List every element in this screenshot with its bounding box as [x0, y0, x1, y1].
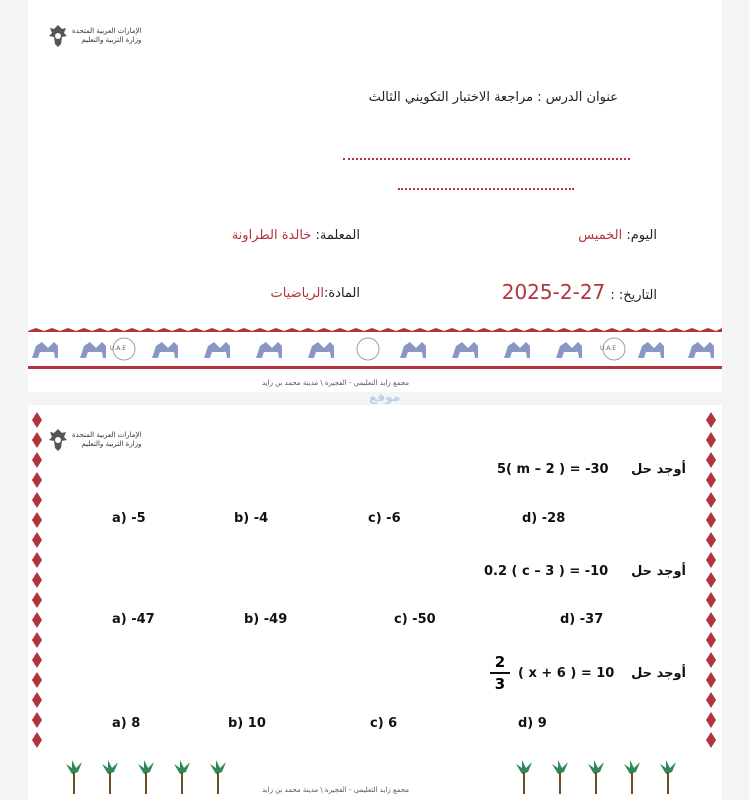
ministry-line2: وزارة التربية والتعليم — [81, 440, 142, 448]
page1-footer: مجمع زايد التعليمي - الفجيرة \ مدينة محمد بن زايد — [262, 379, 410, 387]
day-label: اليوم: — [626, 228, 657, 243]
ministry-logo-2 — [48, 428, 141, 452]
q1-option-d[interactable]: d) -28 — [522, 511, 566, 526]
uae-badge-1: U.A.E — [110, 345, 126, 352]
worksheet-header-page — [28, 0, 722, 392]
fraction-denominator: 3 — [494, 675, 506, 693]
question-1-prompt: أوجد حل — [631, 462, 686, 477]
ministry-line1: الإمارات العربية المتحدة — [72, 431, 142, 439]
questions-frame — [44, 455, 690, 751]
falcon-emblem-icon — [48, 428, 68, 452]
left-border-pattern — [32, 412, 42, 752]
uae-badge-2: U.A.E — [600, 345, 616, 352]
day-field — [578, 228, 657, 243]
question-1-equation: 5( m – 2 ) = -30 — [497, 462, 609, 477]
decorative-camel-band — [28, 328, 722, 370]
fraction-bar — [490, 672, 510, 674]
teacher-value: خالدة الطراونة — [231, 228, 312, 243]
question-2-equation: 0.2 ( c – 3 ) = -10 — [484, 564, 609, 579]
ministry-line1: الإمارات العربية المتحدة — [72, 27, 142, 35]
fraction-numerator: 2 — [494, 653, 506, 671]
watermark-line1: موقع — [369, 390, 401, 404]
ministry-line2: وزارة التربية والتعليم — [81, 36, 142, 44]
subject-field — [270, 286, 360, 301]
lesson-title-label: عنوان الدرس : — [537, 90, 618, 105]
q3-option-d[interactable]: d) 9 — [518, 716, 547, 731]
q2-option-a[interactable]: a) -47 — [112, 612, 155, 627]
right-border-pattern — [706, 412, 716, 752]
q3-option-c[interactable]: c) 6 — [370, 716, 398, 731]
date-field — [502, 280, 657, 304]
date-value: 27-2-2025 — [501, 280, 606, 304]
question-3-equation: ( x + 6 ) = 10 — [518, 666, 615, 681]
dotted-line-2 — [398, 188, 574, 190]
q2-option-d[interactable]: d) -37 — [560, 612, 604, 627]
subject-label: المادة: — [323, 286, 360, 301]
palm-trees-right — [512, 752, 702, 798]
day-value: الخميس — [578, 228, 623, 243]
lesson-title — [369, 90, 618, 105]
lesson-title-value: مراجعة الاختبار التكويني الثالث — [368, 90, 534, 105]
q1-option-a[interactable]: a) -5 — [112, 511, 146, 526]
question-2-prompt: أوجد حل — [631, 564, 686, 579]
ministry-logo — [48, 24, 141, 48]
teacher-label: المعلمة: — [315, 228, 360, 243]
dotted-line-1 — [343, 158, 630, 160]
q2-option-c[interactable]: c) -50 — [394, 612, 436, 627]
date-label: التاريخ: : — [610, 288, 657, 303]
q3-option-a[interactable]: a) 8 — [112, 716, 141, 731]
question-3-fraction — [490, 653, 510, 693]
q1-option-c[interactable]: c) -6 — [368, 511, 401, 526]
palm-trees-left — [62, 752, 252, 798]
subject-value: الرياضيات — [270, 286, 324, 301]
q1-option-b[interactable]: b) -4 — [234, 511, 269, 526]
falcon-emblem-icon — [48, 24, 68, 48]
q2-option-b[interactable]: b) -49 — [244, 612, 288, 627]
teacher-field — [232, 228, 360, 243]
q3-option-b[interactable]: b) 10 — [228, 716, 266, 731]
question-3-prompt: أوجد حل — [631, 666, 686, 681]
page2-footer: مجمع زايد التعليمي - الفجيرة \ مدينة محمد بن زايد — [262, 786, 410, 794]
